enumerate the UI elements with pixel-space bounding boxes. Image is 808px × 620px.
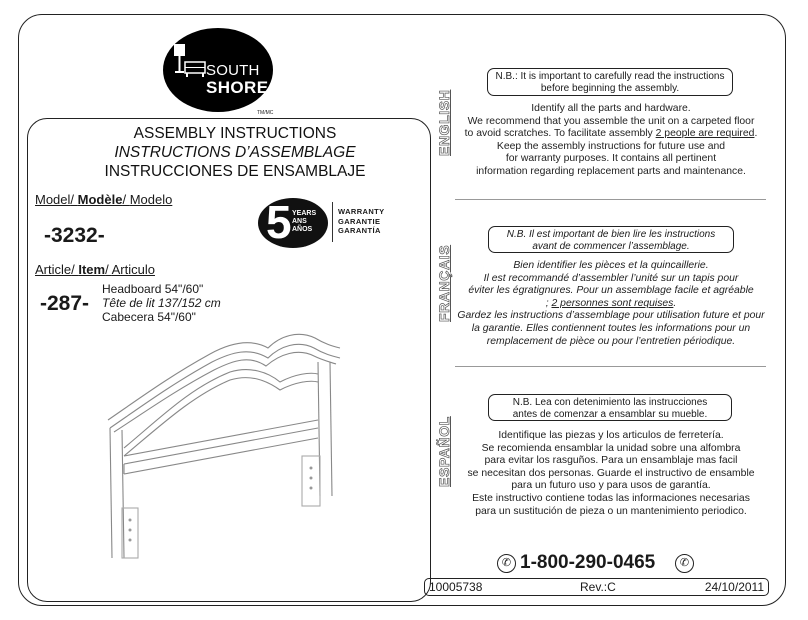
spanish-line-3: para evitar los rasguños. Para un ensamblaje mas facil [484,455,738,467]
brand-wordmark [206,62,268,96]
spanish-line-7: para un sustitución de pieza o un mantenimiento periodico. [475,505,747,517]
spanish-line-4: se necesitan dos personas. Guarde el instructivo de ensamble [467,467,755,479]
warranty-divider [332,202,333,242]
title-english: ASSEMBLY INSTRUCTIONS [133,125,337,142]
lamp-icon [172,44,206,84]
warranty-years-en: YEARS [292,210,317,217]
spanish-line-5: para un futuro uso y para usos de garantía. [511,480,711,492]
french-line-5: Gardez les instructions d’assemblage pour utilisation future et pour [457,310,765,322]
document-titles [100,124,370,181]
description-english: Headboard 54"/60" [102,282,204,296]
product-description [102,282,221,324]
english-two-people-required: 2 people are required [655,128,755,140]
revision: Rev.:C [580,580,616,594]
spanish-line-1: Identifique las piezas y los articulos de ferretería. [498,430,724,441]
french-note [488,226,734,253]
phone-icon-left: ✆ [497,554,516,573]
language-label-spanish: ESPAÑOL [436,416,452,487]
article-label-en: Article [35,262,72,277]
document-number: 10005738 [429,580,483,594]
spanish-note-line-1: N.B. Lea con detenimiento las instrucciones [512,397,708,408]
model-label-es: Modelo [129,192,173,207]
french-line-3: éviter les égratignures. Pour un assemblage facile et agréable [468,285,754,297]
english-paragraph [455,103,767,179]
warranty-label-fr: GARANTIE [338,216,381,226]
english-line-4: Keep the assembly instructions for future use and [496,140,726,152]
french-line-4 [455,298,767,311]
french-two-people-required: 2 personnes sont requises [551,297,674,309]
language-label-english: ENGLISH [436,89,452,156]
warranty-years-fr: ANS [292,218,307,225]
section-divider-2 [455,366,766,367]
spanish-note [488,394,732,421]
section-divider-1 [455,199,766,200]
brand-line-1: SOUTH [206,62,260,79]
spanish-line-2: Se recomienda ensamblar la unidad sobre una alfombra [481,442,741,454]
headboard-illustration [100,328,345,563]
model-label: Model/ Modèle/ Modelo [35,192,173,207]
article-label-es: Articulo [111,262,155,277]
model-label-fr: Modèle [77,192,123,207]
brand-line-2: SHORE [206,78,269,97]
english-line-3c: . [754,128,758,140]
english-line-3a: to avoid scratches. To facilitate assembly [464,128,656,140]
french-note-line-1: N.B. Il est important de bien lire les instructions [506,229,716,240]
french-line-4c: . [673,297,677,309]
article-number: -287- [40,292,90,315]
document-footer [424,578,769,596]
language-label-french: FRANÇAIS [436,244,452,322]
english-line-1: Identify all the parts and hardware. [531,103,691,114]
title-french: INSTRUCTIONS D’ASSEMBLAGE [114,144,356,161]
warranty-years-words [292,210,316,234]
model-number: -3232- [44,224,105,247]
warranty-labels [338,207,385,236]
french-paragraph [455,260,767,348]
english-line-5: for warranty purposes. It contains all pertinent [505,153,717,165]
warranty-label-es: GARANTÍA [338,226,381,235]
french-line-7: remplacement de pièce ou pour l’entretien périodique. [486,335,736,347]
support-phone-number: 1-800-290-0465 [520,552,656,573]
spanish-paragraph [455,430,767,518]
model-label-en: Model [35,192,71,207]
french-line-2: Il est recommandé d’assembler l’unité sur un tapis pour [483,272,739,284]
title-spanish: INSTRUCCIONES DE ENSAMBLAJE [104,163,366,180]
french-note-line-2: avant de commencer l’assemblage. [532,241,690,252]
french-line-1: Bien identifier les pièces et la quincaillerie. [513,260,709,271]
phone-icon-right: ✆ [675,554,694,573]
trademark-mark: TM/MC [257,110,274,116]
french-line-6: la garantie. Elles contiennent toutes les informations pour un [471,322,751,334]
article-label: Article/ Item/ Articulo [35,262,155,277]
warranty-label-en: WARRANTY [338,207,385,216]
english-line-2: We recommend that you assemble the unit on a carpeted floor [467,115,755,127]
english-note-line-2: before beginning the assembly. [540,83,680,94]
french-line-4a: ; [545,297,552,309]
spanish-note-line-2: antes de comenzar a ensamblar su mueble. [512,409,708,420]
description-french: Tête de lit 137/152 cm [102,296,221,310]
english-line-3 [455,128,767,141]
article-label-fr: Item [78,262,106,277]
warranty-years-number: 5 [266,196,292,248]
document-date: 24/10/2011 [704,580,764,594]
warranty-years-es: AÑOS [292,226,313,233]
english-note [487,68,733,96]
spanish-line-6: Este instructivo contiene todas las informaciones necesarias [472,492,750,504]
english-line-6: information regarding replacement parts and maintenance. [476,165,746,177]
description-spanish: Cabecera 54"/60" [102,310,196,324]
english-note-line-1: N.B.: It is important to carefully read the instructions [495,71,725,82]
